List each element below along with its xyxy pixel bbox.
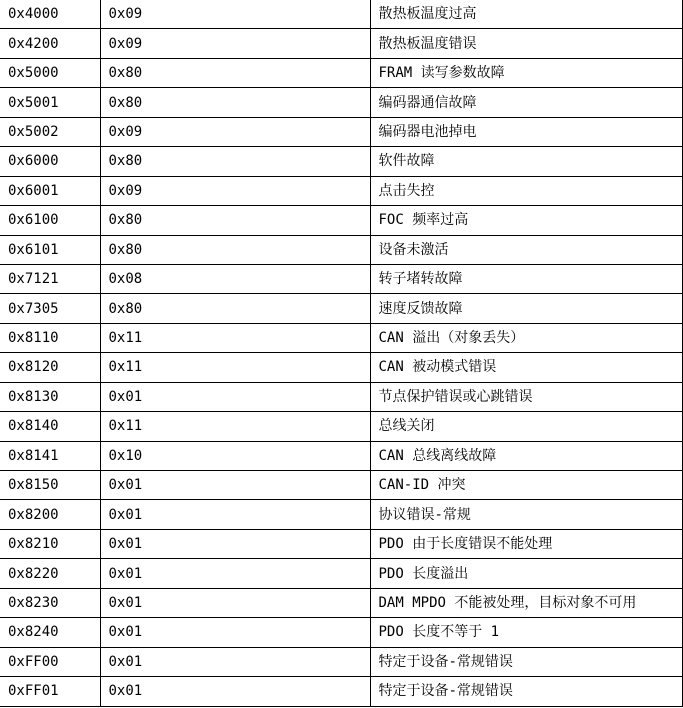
table-row: [0, 471, 682, 500]
error-description-cell: PDO 长度溢出: [370, 559, 682, 588]
table-row: [0, 323, 682, 352]
error-register-cell: 0x80: [100, 88, 370, 117]
error-code-cell: 0x8150: [0, 471, 100, 500]
error-description-cell: 软件故障: [370, 147, 682, 176]
error-code-cell: 0x8130: [0, 382, 100, 411]
error-register-cell: 0x08: [100, 264, 370, 293]
error-register-cell: 0x11: [100, 323, 370, 352]
table-row: [0, 412, 682, 441]
table-row: [0, 353, 682, 382]
error-register-cell: 0x01: [100, 588, 370, 617]
error-code-cell: 0x8240: [0, 618, 100, 647]
error-code-cell: 0x8120: [0, 353, 100, 382]
error-code-cell: 0x5000: [0, 58, 100, 87]
table-row: [0, 58, 682, 87]
table-row: [0, 176, 682, 205]
table-row: [0, 117, 682, 146]
error-description-cell: 散热板温度错误: [370, 29, 682, 58]
error-code-cell: 0x6101: [0, 235, 100, 264]
error-register-cell: 0x01: [100, 647, 370, 676]
error-description-cell: 转子堵转故障: [370, 264, 682, 293]
table-row: [0, 147, 682, 176]
error-register-cell: 0x01: [100, 500, 370, 529]
table-row: [0, 618, 682, 647]
error-description-cell: PDO 由于长度错误不能处理: [370, 529, 682, 558]
table-row: [0, 647, 682, 676]
error-register-cell: 0x01: [100, 559, 370, 588]
table-row: [0, 441, 682, 470]
table-row: [0, 500, 682, 529]
error-register-cell: 0x01: [100, 471, 370, 500]
error-description-cell: CAN-ID 冲突: [370, 471, 682, 500]
error-register-cell: 0x09: [100, 0, 370, 29]
error-description-cell: 协议错误-常规: [370, 500, 682, 529]
error-description-cell: FRAM 读写参数故障: [370, 58, 682, 87]
error-code-cell: 0x7305: [0, 294, 100, 323]
table-row: [0, 235, 682, 264]
error-register-cell: 0x80: [100, 206, 370, 235]
error-code-cell: 0x8230: [0, 588, 100, 617]
error-description-cell: DAM MPDO 不能被处理，目标对象不可用: [370, 588, 682, 617]
error-register-cell: 0x11: [100, 412, 370, 441]
error-register-cell: 0x09: [100, 29, 370, 58]
error-description-cell: 点击失控: [370, 176, 682, 205]
error-description-cell: 总线关闭: [370, 412, 682, 441]
error-description-cell: 散热板温度过高: [370, 0, 682, 29]
error-register-cell: 0x09: [100, 117, 370, 146]
error-description-cell: FOC 频率过高: [370, 206, 682, 235]
table-row: [0, 88, 682, 117]
error-description-cell: CAN 溢出（对象丢失）: [370, 323, 682, 352]
error-description-cell: 编码器通信故障: [370, 88, 682, 117]
error-description-cell: PDO 长度不等于 1: [370, 618, 682, 647]
error-code-cell: 0x4000: [0, 0, 100, 29]
error-register-cell: 0x80: [100, 58, 370, 87]
error-description-cell: 编码器电池掉电: [370, 117, 682, 146]
table-row: [0, 0, 682, 29]
error-register-cell: 0x80: [100, 294, 370, 323]
error-code-cell: 0x8110: [0, 323, 100, 352]
error-code-cell: 0x6100: [0, 206, 100, 235]
error-register-cell: 0x10: [100, 441, 370, 470]
error-code-cell: 0x6001: [0, 176, 100, 205]
error-code-cell: 0x8210: [0, 529, 100, 558]
error-code-cell: 0xFF01: [0, 677, 100, 706]
error-code-cell: 0x7121: [0, 264, 100, 293]
error-code-cell: 0x8220: [0, 559, 100, 588]
table-row: [0, 382, 682, 411]
error-description-cell: CAN 被动模式错误: [370, 353, 682, 382]
table-row: [0, 677, 682, 706]
error-code-cell: 0x8200: [0, 500, 100, 529]
error-register-cell: 0x01: [100, 618, 370, 647]
error-description-cell: 特定于设备-常规错误: [370, 677, 682, 706]
error-description-cell: 速度反馈故障: [370, 294, 682, 323]
error-code-cell: 0x6000: [0, 147, 100, 176]
error-code-cell: 0x4200: [0, 29, 100, 58]
error-register-cell: 0x01: [100, 677, 370, 706]
error-code-cell: 0xFF00: [0, 647, 100, 676]
table-row: [0, 588, 682, 617]
error-code-cell: 0x8141: [0, 441, 100, 470]
table-row: [0, 206, 682, 235]
error-register-cell: 0x11: [100, 353, 370, 382]
table-row: [0, 29, 682, 58]
table-row: [0, 264, 682, 293]
error-code-cell: 0x8140: [0, 412, 100, 441]
error-code-cell: 0x5002: [0, 117, 100, 146]
error-description-cell: CAN 总线离线故障: [370, 441, 682, 470]
error-description-cell: 节点保护错误或心跳错误: [370, 382, 682, 411]
table-row: [0, 529, 682, 558]
error-register-cell: 0x80: [100, 235, 370, 264]
error-code-cell: 0x5001: [0, 88, 100, 117]
table-row: [0, 559, 682, 588]
error-description-cell: 设备未激活: [370, 235, 682, 264]
error-register-cell: 0x01: [100, 529, 370, 558]
error-register-cell: 0x80: [100, 147, 370, 176]
table-row: [0, 294, 682, 323]
error-description-cell: 特定于设备-常规错误: [370, 647, 682, 676]
error-register-cell: 0x01: [100, 382, 370, 411]
error-register-cell: 0x09: [100, 176, 370, 205]
